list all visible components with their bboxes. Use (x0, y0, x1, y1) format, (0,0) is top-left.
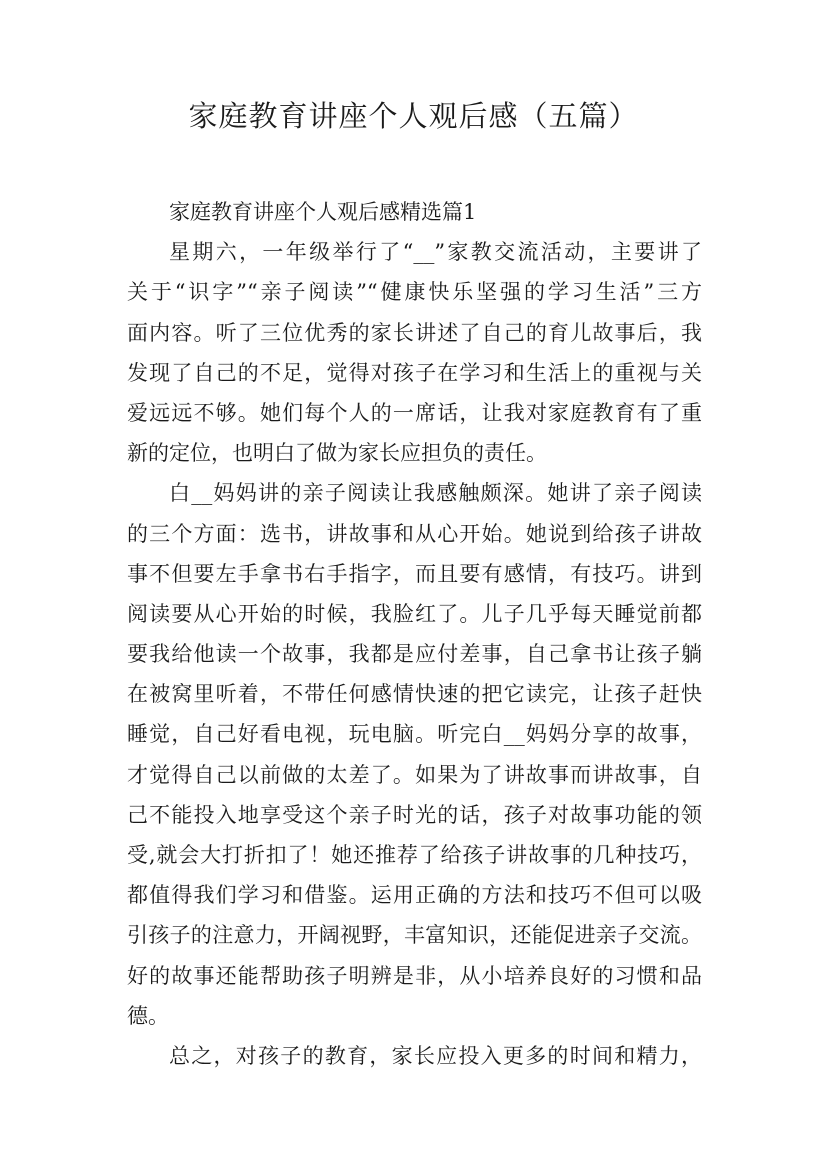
text-line: 爱远远不够。她们每个人的一席话，让我对家庭教育有了重 (127, 400, 702, 425)
text-line: 睡觉，自己好看电视，玩电脑。听完白__妈妈分享的故事， (127, 722, 702, 747)
text-line: 关于“识字”“亲子阅读”“健康快乐坚强的学习生活”三方 (127, 280, 702, 305)
text-line: 白__妈妈讲的亲子阅读让我感触颇深。她讲了亲子阅读 (169, 481, 702, 506)
text-line: 总之，对孩子的教育，家长应投入更多的时间和精力， (169, 1043, 702, 1068)
text-line: 要我给他读一个故事，我都是应付差事，自己拿书让孩子躺 (127, 642, 702, 667)
text-line: 己不能投入地享受这个亲子时光的话，孩子对故事功能的领 (127, 802, 702, 827)
text-line: 引孩子的注意力，开阔视野，丰富知识，还能促进亲子交流。 (127, 923, 702, 948)
text-line: 的三个方面：选书，讲故事和从心开始。她说到给孩子讲故 (127, 521, 702, 546)
text-line: 才觉得自己以前做的太差了。如果为了讲故事而讲故事，自 (127, 762, 702, 787)
text-line: 在被窝里听着，不带任何感情快速的把它读完，让孩子赶快 (127, 682, 702, 707)
text-line: 家庭教育讲座个人观后感精选篇1 (169, 200, 477, 224)
text-line: 面内容。听了三位优秀的家长讲述了自己的育儿故事后，我 (127, 320, 702, 345)
document-title: 家庭教育讲座个人观后感（五篇） (188, 99, 639, 133)
text-line: 受,就会大打折扣了！她还推荐了给孩子讲故事的几种技巧， (127, 843, 702, 867)
text-line: 好的故事还能帮助孩子明辨是非，从小培养良好的习惯和品 (127, 963, 702, 988)
document-body (127, 192, 702, 1076)
text-line: 新的定位，也明白了做为家长应担负的责任。 (127, 441, 547, 466)
text-line: 阅读要从心开始的时候，我脸红了。儿子几乎每天睡觉前都 (127, 601, 702, 626)
text-line: 星期六，一年级举行了“__”家教交流活动，主要讲了 (169, 240, 702, 265)
text-line: 德。 (127, 1003, 169, 1028)
text-line: 发现了自己的不足，觉得对孩子在学习和生活上的重视与关 (127, 360, 702, 385)
text-line: 都值得我们学习和借鉴。运用正确的方法和技巧不但可以吸 (127, 883, 702, 908)
text-line: 事不但要左手拿书右手指字，而且要有感情，有技巧。讲到 (127, 561, 702, 586)
